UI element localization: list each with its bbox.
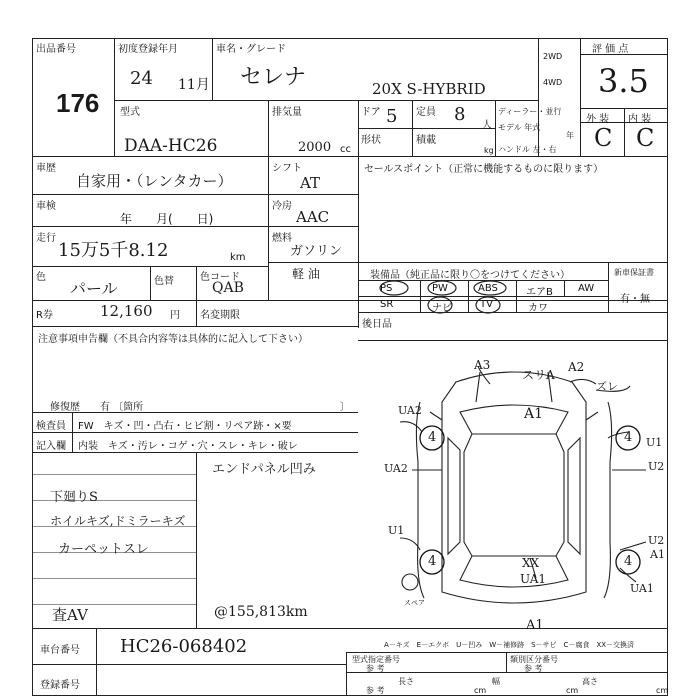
odo-note: @155,813km — [214, 604, 308, 620]
inspection-date: 年 月( 日) — [120, 212, 214, 226]
first-reg-label: 初度登録年月 — [118, 44, 178, 55]
chassis-value: HC26-068402 — [120, 636, 248, 657]
repair-close: 〕 — [340, 402, 350, 413]
equip-sr: SR — [380, 299, 394, 310]
grid-line — [32, 156, 668, 157]
repair-label: 修復歴 有 〔箇所 — [50, 402, 144, 413]
4wd-label: 4WD — [543, 78, 563, 87]
shift-value: AT — [300, 174, 321, 192]
equip-airbag: エアB — [526, 287, 553, 298]
exterior-grade: C — [594, 124, 613, 152]
fuel-value: ガソリン — [290, 244, 343, 259]
class-no-label: 類別区分番号 — [510, 655, 558, 664]
mark-a1-rear: A1 — [650, 548, 665, 561]
rear-seat-label: 後日品 — [362, 319, 392, 330]
grid-line — [538, 38, 539, 156]
history-label: 車歴 — [36, 163, 56, 174]
spare-label: スペア — [404, 599, 425, 607]
capacity-label: 定員 — [416, 107, 436, 118]
doors-value: 5 — [386, 106, 398, 127]
grid-line — [150, 266, 151, 300]
grid-line — [32, 326, 358, 327]
note-2: ホイルキズ,ドミラーキズ — [50, 514, 186, 528]
notes-header: 注意事項申告欄（不具合内容等は具体的に記入して下さい） — [38, 334, 308, 345]
grid-line — [506, 652, 507, 672]
grid-line — [564, 280, 565, 296]
reg-month-value: 11月 — [178, 77, 210, 93]
cm-label-1: cm — [474, 686, 487, 695]
ref-label-2: 参 考 — [524, 664, 543, 673]
grid-line — [32, 474, 196, 475]
grid-line — [580, 38, 581, 156]
displacement-value: 2000 — [298, 140, 332, 155]
lot-no-label: 出品番号 — [36, 44, 76, 55]
mark-u1-right: U1 — [646, 436, 663, 449]
equip-pw: PW — [432, 283, 448, 294]
km-label: km — [230, 252, 246, 263]
equip-ps: PS — [380, 283, 393, 294]
equipment-label: 装備品（純正品に限り〇をつけてください） — [370, 270, 570, 281]
load-label: 積載 — [416, 135, 436, 146]
grid-line — [196, 266, 197, 300]
grid-line — [608, 262, 609, 312]
diesel-label: 軽 油 — [292, 267, 320, 281]
car-name-label: 車名・グレード — [216, 44, 286, 55]
shift-label: シフト — [272, 163, 302, 174]
exterior-label: 外 装 — [586, 114, 610, 125]
ari-nashi: 有・無 — [620, 294, 650, 305]
wheel-mark-fl: 4 — [428, 430, 437, 445]
model-year-label: モデル 年式 — [498, 123, 541, 132]
mark-a3: A3 — [474, 358, 491, 372]
grid-line — [196, 300, 197, 326]
doors-label: ドア — [361, 107, 381, 118]
grid-line — [114, 38, 115, 156]
recycle-value: 12,160 — [100, 302, 153, 320]
damage-legend: A－キズ E－エクボ U－凹み W－補修跡 S－サビ C－腐食 XX－交換済 — [384, 641, 635, 649]
wheel-mark-rr: 4 — [624, 554, 633, 569]
color-label: 色 — [36, 272, 46, 283]
score-value: 3.5 — [598, 62, 649, 100]
mark-ua1-right: UA1 — [630, 582, 654, 595]
grid-line — [96, 628, 97, 696]
mark-u2-rear: U2 — [648, 534, 665, 547]
width-label: 幅 — [492, 677, 500, 686]
year-unit-label: 年 — [566, 131, 574, 140]
history-value: 自家用・（レンタカー） — [76, 172, 233, 190]
color-code-label: 色コード — [200, 272, 240, 283]
equip-leather: カワ — [528, 303, 548, 314]
grid-line — [346, 652, 668, 653]
person-label: 人 — [482, 120, 492, 131]
mark-u1-left: U1 — [388, 524, 405, 537]
cc-label: cc — [340, 144, 351, 155]
grid-line — [196, 452, 197, 628]
mark-a1-bottom: A1 — [526, 618, 544, 633]
mark-ua2-b: UA2 — [384, 462, 408, 475]
aircon-label: 冷房 — [272, 201, 292, 212]
mark-u2-right: U2 — [648, 460, 665, 473]
inspector-label: 検査員 — [36, 421, 66, 432]
kg-label: kg — [484, 146, 494, 155]
mark-xx: XX — [522, 556, 540, 570]
grid-line — [495, 100, 496, 156]
yen-label: 円 — [170, 310, 180, 321]
capacity-value: 8 — [454, 104, 466, 125]
equip-navi: ナビ — [432, 303, 452, 314]
equip-aw: AW — [578, 283, 595, 294]
model-label: 型式 — [120, 107, 140, 118]
score-label: 評 価 点 — [592, 44, 629, 55]
grid-line — [358, 128, 495, 129]
note-top: エンドパネル凹み — [212, 462, 316, 477]
wheel-mark-rl: 4 — [428, 554, 437, 569]
note-4: 査AV — [52, 606, 88, 624]
color-value: パール — [70, 279, 118, 298]
grid-line — [32, 664, 346, 665]
fuel-label: 燃料 — [272, 233, 292, 244]
ref-label-1: 参 考 — [366, 664, 385, 673]
shape-label: 形状 — [361, 135, 381, 146]
grid-line — [32, 194, 358, 195]
reg-no-label: 登録番号 — [40, 680, 80, 691]
grid-line — [346, 672, 668, 673]
mark-suri-a: スリA — [522, 368, 555, 382]
dealer-label: ディーラー・並行 — [498, 107, 562, 116]
grid-line — [212, 38, 213, 100]
mileage-value: 15万5千8.12 — [58, 240, 169, 261]
reg-year-value: 24 — [130, 68, 153, 89]
entry-label: 記入欄 — [36, 441, 66, 452]
ref-label-3: 参 考 — [366, 686, 385, 695]
grid-line — [268, 100, 269, 156]
height-label: 高さ — [582, 677, 598, 686]
model-value: DAA-HC26 — [124, 136, 218, 156]
2wd-label: 2WD — [543, 52, 563, 61]
grid-line — [32, 300, 668, 301]
car-damage-diagram — [360, 342, 668, 632]
color-code-value: QAB — [212, 280, 244, 296]
sales-point-label: セールスポイント（正常に機能するものに限ります） — [364, 164, 604, 175]
cm-label-3: cm — [656, 686, 669, 695]
equip-abs: ABS — [478, 283, 498, 294]
new-cert-label: 新車保証書 — [614, 268, 654, 277]
mark-a2: A2 — [568, 360, 585, 374]
length-label: 長さ — [398, 677, 414, 686]
inspector-codes: FW キズ・凹・凸右・ヒビ割・リペア跡・×要 — [78, 421, 292, 432]
wheel-mark-fr: 4 — [624, 430, 633, 445]
mark-ua1-center: UA1 — [520, 572, 547, 586]
entry-codes: 内装 キズ・汚レ・コゲ・穴・スレ・キレ・破レ — [78, 441, 298, 452]
grid-line — [114, 100, 538, 101]
interior-label: 内 装 — [628, 114, 652, 125]
mark-zure: ズレ — [596, 380, 618, 393]
color-change-label: 色替 — [154, 276, 174, 287]
interior-grade: C — [636, 124, 655, 152]
mark-a1-top: A1 — [524, 406, 544, 422]
grid-line — [268, 156, 269, 300]
chassis-label: 車台番号 — [40, 645, 80, 656]
grade-value: 20X S-HYBRID — [372, 80, 486, 98]
mark-ua2-a: UA2 — [398, 404, 422, 417]
grid-line — [72, 412, 73, 452]
displacement-label: 排気量 — [272, 107, 302, 118]
cm-label-2: cm — [566, 686, 579, 695]
grid-line — [346, 652, 347, 696]
equip-tv: TV — [480, 299, 493, 310]
inspection-label: 車検 — [36, 201, 56, 212]
grid-line — [32, 432, 358, 433]
car-name-value: セレナ — [240, 65, 307, 90]
note-1: 下廻りS — [50, 490, 98, 505]
expiry-label: 名変期限 — [200, 310, 240, 321]
recycle-label: R券 — [36, 310, 53, 321]
lot-no-value: 176 — [56, 88, 100, 118]
model-cert-label: 型式指定番号 — [352, 655, 400, 664]
handle-label: ハンドル 左・右 — [498, 145, 557, 154]
grid-line — [624, 108, 625, 156]
note-3: カーペットスレ — [58, 542, 149, 557]
mileage-label: 走行 — [36, 233, 56, 244]
grid-line — [358, 340, 668, 341]
grid-line — [32, 578, 196, 579]
aircon-value: AAC — [296, 208, 330, 226]
grid-line — [32, 452, 358, 453]
